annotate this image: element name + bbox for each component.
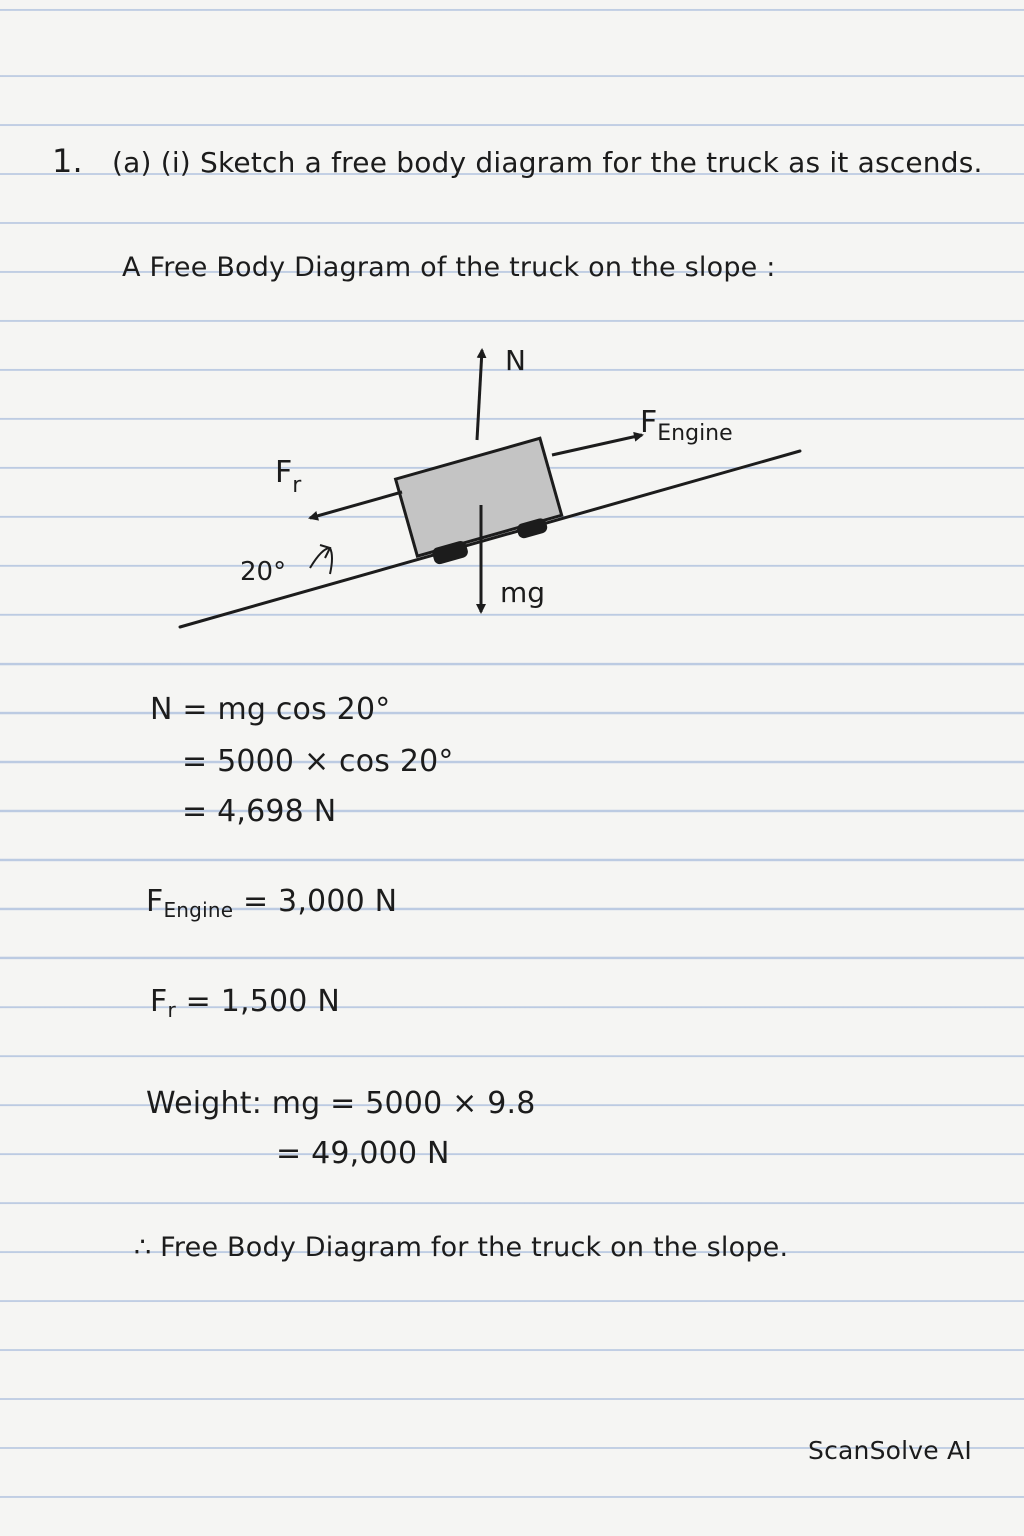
diagram-intro: A Free Body Diagram of the truck on the slope : — [122, 252, 776, 283]
question-number: 1. — [52, 142, 83, 180]
engine-force-value: = 3,000 N — [233, 884, 398, 919]
engine-force-equation — [146, 884, 398, 922]
truck-body — [396, 438, 562, 556]
normal-equation-line-3: = 4,698 N — [182, 794, 337, 829]
weight-equation-line-1: Weight: mg = 5000 × 9.8 — [146, 1086, 536, 1121]
friction-force-arrow — [310, 492, 402, 518]
question-text: (a) (i) Sketch a free body diagram for the truck as it ascends. — [112, 146, 983, 179]
friction-force-equation — [150, 984, 340, 1022]
normal-force-arrow — [477, 350, 482, 440]
engine-force-label: $F_{Engine}$ — [640, 405, 733, 446]
normal-force-label: N — [505, 344, 526, 377]
friction-force-value: = 1,500 N — [175, 984, 340, 1019]
friction-force-symbol: $F_r$ — [150, 984, 176, 1022]
weight-force-label: mg — [500, 576, 546, 609]
weight-equation-line-2: = 49,000 N — [276, 1136, 450, 1171]
engine-force-arrow — [552, 435, 642, 455]
free-body-diagram — [170, 330, 810, 640]
normal-equation-line-2: = 5000 × cos 20° — [182, 744, 454, 779]
conclusion-text: ∴ Free Body Diagram for the truck on the slope. — [134, 1232, 789, 1263]
normal-equation-line-1: N = mg cos 20° — [150, 692, 391, 727]
engine-force-symbol: $F_{Engine}$ — [146, 884, 234, 922]
friction-force-label: $F_r$ — [275, 455, 302, 498]
angle-label: 20° — [240, 557, 287, 587]
signature: ScanSolve AI — [808, 1436, 972, 1465]
